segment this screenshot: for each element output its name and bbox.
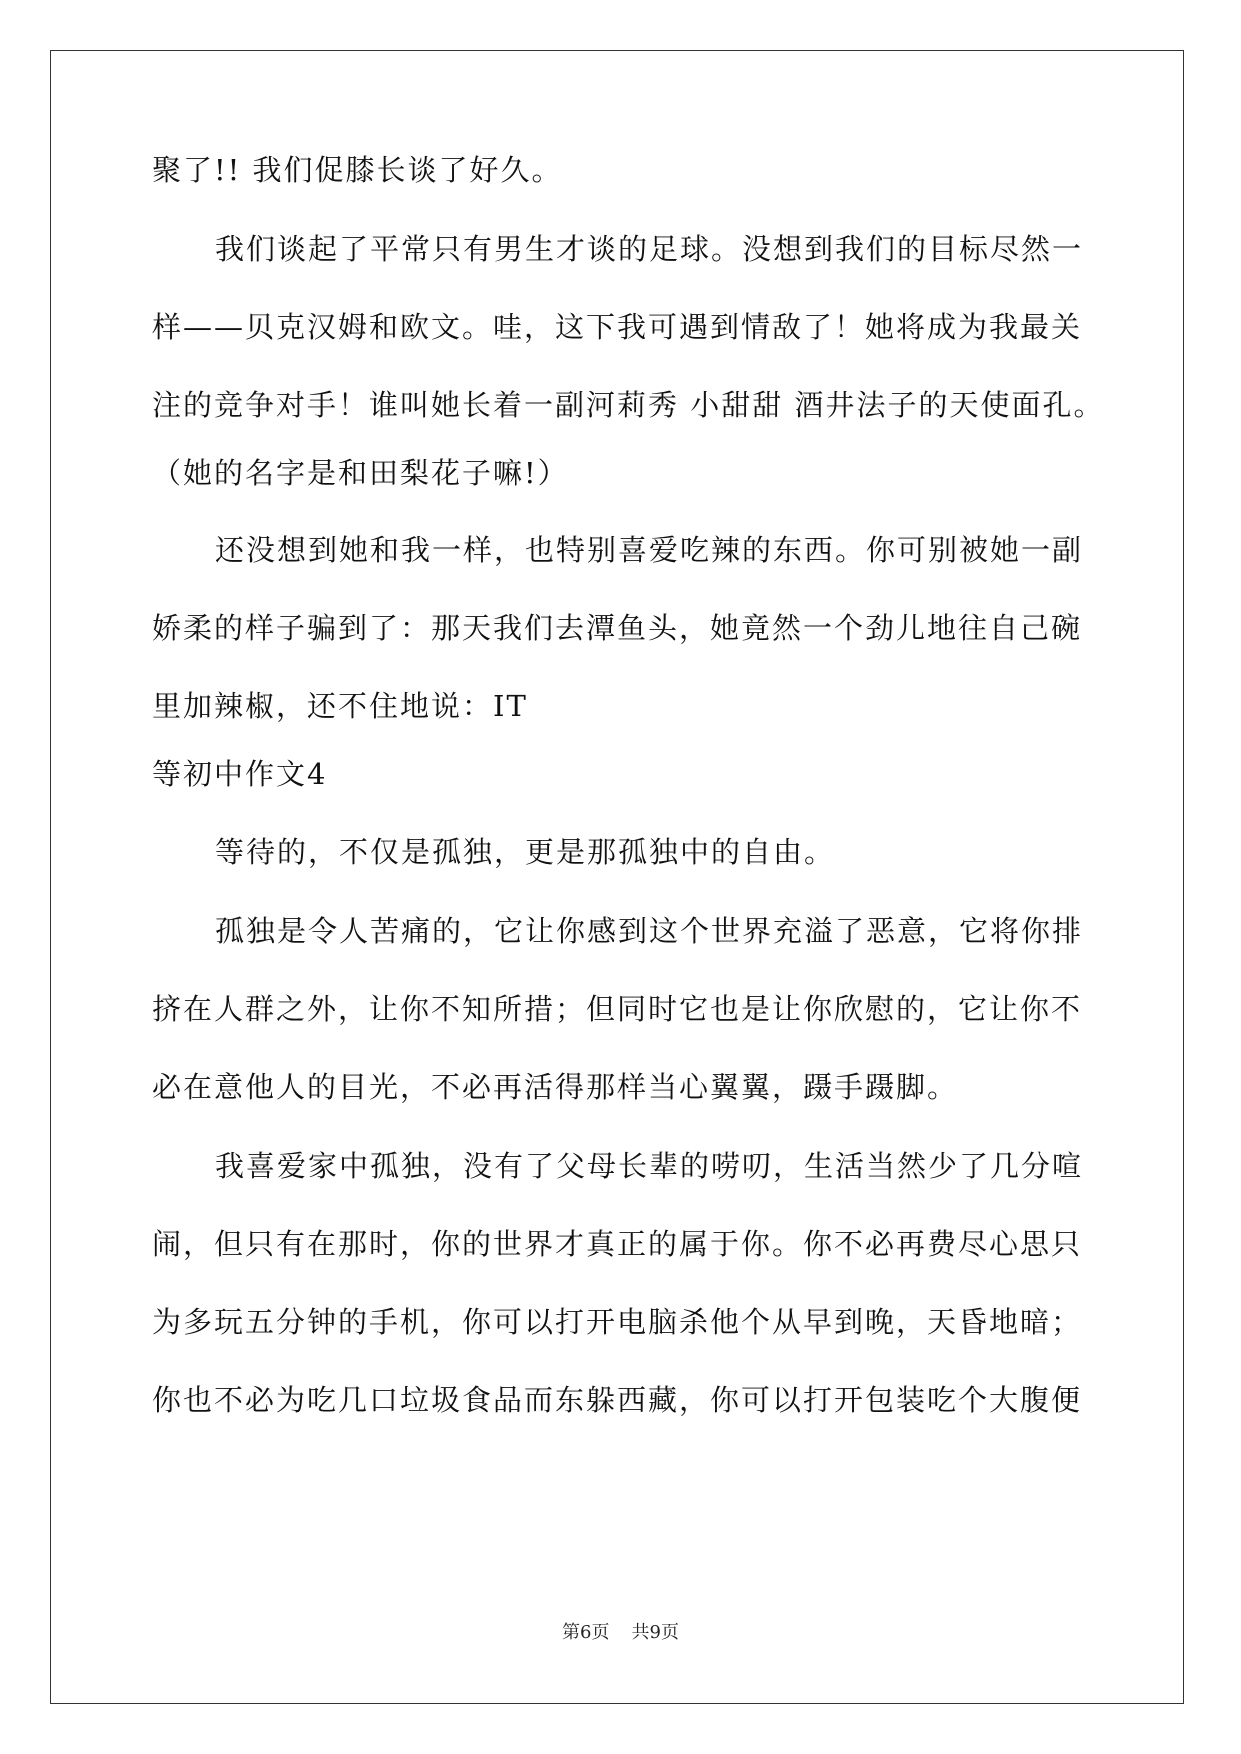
page-number: 第6页 — [562, 1622, 610, 1643]
text-line: 聚了!! 我们促膝长谈了好久。 — [152, 153, 563, 187]
section-heading: 等初中作文4 — [152, 757, 328, 791]
paragraph-line: 孤独是令人苦痛的，它让你感到这个世界充溢了恶意，它将你排 — [215, 914, 1084, 948]
text-line: 为多玩五分钟的手机，你可以打开电脑杀他个从早到晚，天昏地暗； — [152, 1305, 1083, 1339]
text-line: 你也不必为吃几口垃圾食品而东躲西藏，你可以打开包装吃个大腹便 — [152, 1383, 1083, 1417]
text-line: （她的名字是和田梨花子嘛!） — [152, 456, 569, 490]
paragraph-line: 我喜爱家中孤独，没有了父母长辈的唠叨，生活当然少了几分喧 — [215, 1149, 1084, 1183]
page-footer — [0, 1618, 1241, 1644]
text-line: 里加辣椒，还不住地说：IT — [152, 689, 528, 723]
text-line: 必在意他人的目光，不必再活得那样当心翼翼，蹑手蹑脚。 — [152, 1070, 959, 1104]
page-total: 共9页 — [631, 1622, 679, 1643]
text-line: 挤在人群之外，让你不知所措；但同时它也是让你欣慰的，它让你不 — [152, 992, 1083, 1026]
paragraph-line: 等待的，不仅是孤独，更是那孤独中的自由。 — [215, 835, 836, 869]
text-line: 样——贝克汉姆和欧文。哇，这下我可遇到情敌了！她将成为我最关 — [152, 310, 1083, 344]
page-border — [50, 50, 1184, 1704]
text-line: 娇柔的样子骗到了：那天我们去潭鱼头，她竟然一个劲儿地往自己碗 — [152, 611, 1083, 645]
paragraph-line: 我们谈起了平常只有男生才谈的足球。没想到我们的目标尽然一 — [215, 232, 1084, 266]
paragraph-line: 还没想到她和我一样，也特别喜爱吃辣的东西。你可别被她一副 — [215, 533, 1084, 567]
text-line: 注的竞争对手！谁叫她长着一副河莉秀 小甜甜 酒井法子的天使面孔。 — [152, 388, 1105, 422]
text-line: 闹，但只有在那时，你的世界才真正的属于你。你不必再费尽心思只 — [152, 1227, 1083, 1261]
